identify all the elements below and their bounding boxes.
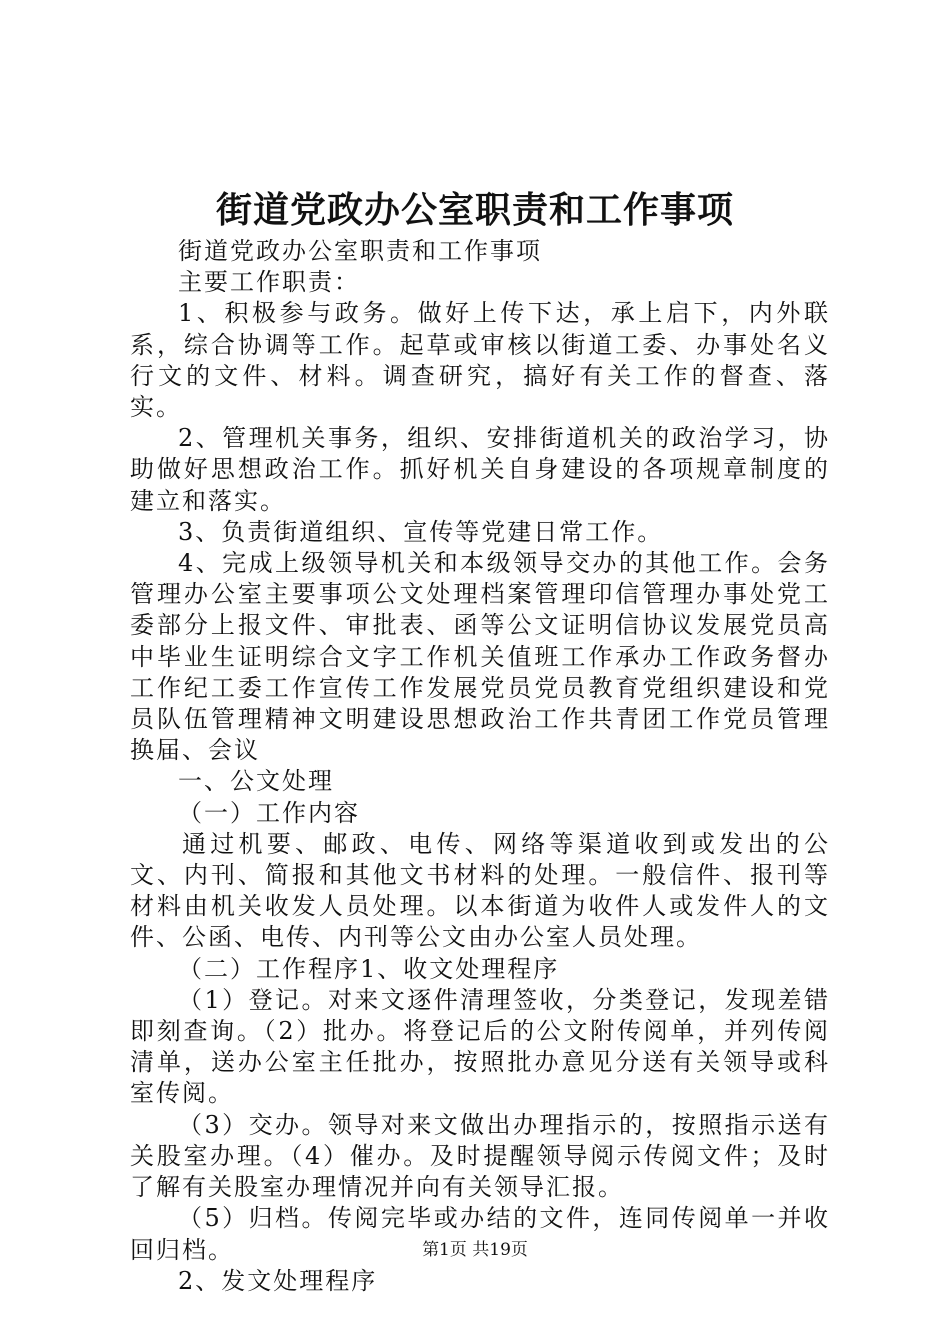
paragraph-archive: （5）归档。传阅完毕或办结的文件，连同传阅单一并收回归档。 <box>130 1204 830 1264</box>
paragraph-main-duties-heading: 主要工作职责： <box>178 268 360 297</box>
subsection-heading-work-content: （一）工作内容 <box>178 798 360 827</box>
paragraph-duty-3: 3、负责街道组织、宣传等党建日常工作。 <box>178 517 664 546</box>
page-number: 第1页 共19页 <box>422 1240 528 1260</box>
paragraph-subtitle: 街道党政办公室职责和工作事项 <box>178 237 542 265</box>
subsection-heading-work-procedure: （二）工作程序1、收文处理程序 <box>178 954 560 983</box>
paragraph-register-approve: （1）登记。对来文逐件清理签收，分类登记，发现差错即刻查询。（2）批办。将登记后的公文附传阅单，并列传阅清单，送办公室主任批办，按照批办意见分送有关领导或科室传阅。 <box>130 985 830 1108</box>
paragraph-duty-1: 1、积极参与政务。做好上传下达，承上启下，内外联系，综合协调等工作。起草或审核以街道工委、办事处名义行文的文件、材料。调查研究，搞好有关工作的督查、落实。 <box>130 299 830 422</box>
document-body <box>130 236 830 1297</box>
page-title: 街道党政办公室职责和工作事项 <box>215 189 734 231</box>
paragraph-work-content: 通过机要、邮政、电传、网络等渠道收到或发出的公文、内刊、简报和其他文书材料的处理。一般信件、报刊等材料由机关收发人员处理。以本街道为收件人或发件人的文件、公函、电传、内刊等公文由办公室人员处理。 <box>130 829 830 952</box>
paragraph-duty-4: 4、完成上级领导机关和本级领导交办的其他工作。会务管理办公室主要事项公文处理档案管理印信管理办事处党工委部分上报文件、审批表、函等公文证明信协议发展党员高中毕业生证明综合文字工作机关值班工作承办工作政务督办工作纪工委工作宣传工作发展党员党员教育党组织建设和党员队伍管理精神文明建设思想政治工作共青团工作党员管理换届、会议 <box>130 549 830 765</box>
paragraph-assign-urge: （3）交办。领导对来文做出办理指示的，按照指示送有关股室办理。（4）催办。及时提醒领导阅示传阅文件；及时了解有关股室办理情况并向有关领导汇报。 <box>130 1110 830 1202</box>
paragraph-duty-2: 2、管理机关事务，组织、安排街道机关的政治学习，协助做好思想政治工作。抓好机关自身建设的各项规章制度的建立和落实。 <box>130 424 830 515</box>
paragraph-outgoing-procedure: 2、发文处理程序 <box>178 1266 378 1295</box>
section-heading-document-handling: 一、公文处理 <box>178 767 334 796</box>
